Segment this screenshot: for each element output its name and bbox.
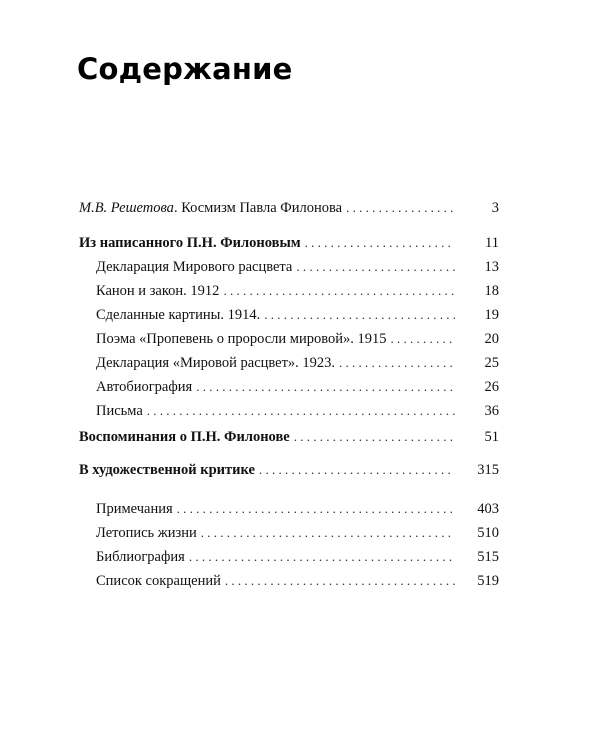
page-title: Содержание xyxy=(77,52,293,86)
toc-entry-page: 25 xyxy=(484,355,499,371)
toc-entry[interactable] xyxy=(96,402,499,420)
toc-entry-page: 36 xyxy=(484,403,499,419)
toc-entry-page: 19 xyxy=(484,307,499,323)
toc-entry-page: 51 xyxy=(484,429,499,445)
toc-entry-page: 315 xyxy=(477,462,499,478)
dot-leader xyxy=(201,524,455,542)
toc-entry-appendix[interactable] xyxy=(96,524,499,542)
toc-section-title: Из написанного П.Н. Филоновым xyxy=(79,235,301,251)
toc-section-criticism[interactable] xyxy=(79,461,499,479)
toc-entry-title: М.В. Решетова. Космизм Павла Филонова xyxy=(79,200,343,216)
toc-entry-appendix[interactable] xyxy=(96,500,499,518)
dot-leader xyxy=(294,428,455,446)
dot-leader xyxy=(177,500,455,518)
dot-leader xyxy=(346,199,455,217)
toc-entry-page: 519 xyxy=(477,573,499,589)
dot-leader xyxy=(189,548,455,566)
toc-entry[interactable] xyxy=(96,330,499,348)
toc-entry-title: Канон и закон. 1912 xyxy=(96,283,220,299)
toc-entry-page: 26 xyxy=(484,379,499,395)
toc-entry-title: Сделанные картины. 1914. xyxy=(96,307,261,323)
toc-entry-appendix[interactable] xyxy=(96,572,499,590)
dot-leader xyxy=(339,354,455,372)
dot-leader xyxy=(147,402,455,420)
toc-entry-title: Письма xyxy=(96,403,143,419)
toc-section-memoirs[interactable] xyxy=(79,428,499,446)
dot-leader xyxy=(264,306,455,324)
toc-entry-page: 13 xyxy=(484,259,499,275)
toc-entry[interactable] xyxy=(96,282,499,300)
toc-section-title: Воспоминания о П.Н. Филонове xyxy=(79,429,290,445)
toc-entry-intro[interactable] xyxy=(79,199,499,217)
toc-entry-author: М.В. Решетова xyxy=(79,200,174,216)
toc-entry-title: Список сокращений xyxy=(96,573,221,589)
toc-entry-page: 11 xyxy=(485,235,499,251)
toc-entry-title: Летопись жизни xyxy=(96,525,197,541)
toc-entry-title: Декларация Мирового расцвета xyxy=(96,259,293,275)
toc-entry-page: 515 xyxy=(477,549,499,565)
dot-leader xyxy=(223,282,455,300)
dot-leader xyxy=(391,330,456,348)
toc-entry-page: 3 xyxy=(491,200,499,216)
toc-entry[interactable] xyxy=(96,354,499,372)
toc-entry[interactable] xyxy=(96,258,499,276)
dot-leader xyxy=(196,378,455,396)
toc-section-writings[interactable] xyxy=(79,234,499,252)
toc-entry-title: Поэма «Пропевень о проросли мировой». 1915 xyxy=(96,331,387,347)
toc-entry-title: Декларация «Мировой расцвет». 1923. xyxy=(96,355,336,371)
dot-leader xyxy=(305,234,455,252)
dot-leader xyxy=(225,572,455,590)
toc-entry-appendix[interactable] xyxy=(96,548,499,566)
toc-section-title: В художественной критике xyxy=(79,462,255,478)
toc-entry[interactable] xyxy=(96,378,499,396)
toc-entry[interactable] xyxy=(96,306,499,324)
toc-entry-page: 510 xyxy=(477,525,499,541)
toc-entry-title: Автобиография xyxy=(96,379,193,395)
toc-entry-title: Библиография xyxy=(96,549,185,565)
toc-entry-page: 403 xyxy=(477,501,499,517)
dot-leader xyxy=(296,258,455,276)
toc-entry-page: 18 xyxy=(484,283,499,299)
toc-entry-title: Примечания xyxy=(96,501,173,517)
toc-entry-page: 20 xyxy=(484,331,499,347)
dot-leader xyxy=(259,461,455,479)
